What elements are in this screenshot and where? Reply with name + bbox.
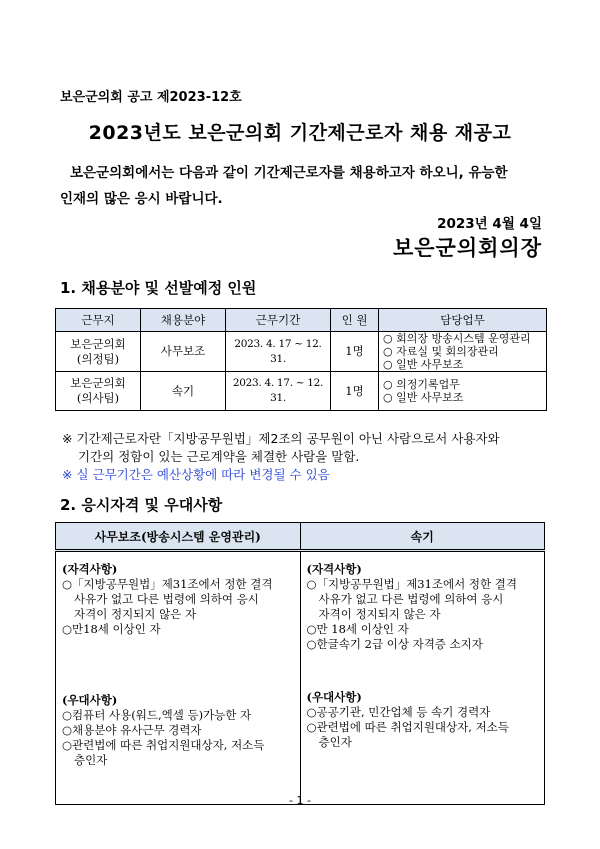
intro-line-2: 인재의 많은 응시 바랍니다.: [60, 191, 223, 207]
qualification-item: ○만18세 이상인 자: [62, 622, 161, 636]
preference-item: ○컴퓨터 사용(워드,엑셀 등)가능한 자: [62, 708, 252, 722]
duty-item: ○ 자료실 및 회의장관리: [383, 345, 499, 358]
table-row: [56, 551, 545, 805]
qualification-item: ○「지방공무원법」제31조에서 정한 결격: [62, 577, 273, 591]
notice-date: 2023년 4월 4일: [437, 216, 542, 232]
cell-period: 2023. 4. 17. ~ 12. 31.: [226, 372, 331, 411]
header-field: 채용분야: [141, 309, 226, 332]
note-line: ※ 기간제근로자란「지방공무원법」제2조의 공무원이 아닌 사람으로서 사용자와: [62, 431, 500, 446]
place-team: (의사팀): [76, 391, 120, 405]
qualification-item-cont: 사유가 없고 다른 법령에 의하여 응시: [318, 592, 504, 606]
qualification-item-cont: 자격이 정지되지 않은 자: [74, 607, 197, 621]
qualification-item: ○만 18세 이상인 자: [306, 622, 409, 636]
duty-item: ○ 회의장 방송시스템 운영관리: [383, 332, 531, 345]
table-row: [56, 332, 547, 372]
duty-item: ○ 일반 사무보조: [383, 391, 464, 404]
notice-number: 보은군의회 공고 제2023-12호: [60, 90, 242, 105]
qualification-item: ○한글속기 2급 이상 자격증 소지자: [306, 637, 483, 651]
cell-count: 1명: [331, 332, 379, 372]
qualification-item: ○「지방공무원법」제31조에서 정한 결격: [306, 577, 518, 591]
table-header-row: [56, 523, 545, 551]
preference-item-cont: 층인자: [318, 735, 352, 749]
page-title: 2023년도 보은군의회 기간제근로자 채용 재공고: [88, 122, 512, 144]
cell-place: [56, 372, 141, 411]
preference-item: ○관련법에 따른 취업지원대상자, 저소득: [306, 720, 509, 734]
cell-place: [56, 332, 141, 372]
section-1-heading: 1. 채용분야 및 선발예정 인원: [60, 279, 257, 297]
qualification-title: (자격사항): [62, 562, 118, 576]
issuer: 보은군의회의장: [392, 236, 542, 260]
header-office-assistant: 사무보조(방송시스템 운영관리): [56, 523, 301, 551]
recruitment-table: [55, 308, 547, 411]
cell-duties: [379, 332, 547, 372]
cell-duties: [379, 372, 547, 411]
section-2-heading: 2. 응시자격 및 우대사항: [60, 496, 223, 514]
cell-period: 2023. 4. 17 ~ 12. 31.: [226, 332, 331, 372]
stenography-requirements: [300, 551, 545, 805]
note-line: 기간의 정함이 있는 근로계약을 체결한 사람을 말함.: [78, 449, 360, 464]
preference-item: ○관련법에 따른 취업지원대상자, 저소득: [62, 738, 265, 752]
note-period: ※ 실 근무기간은 예산상황에 따라 변경될 수 있음: [62, 467, 330, 482]
place-name: 보은군의회: [70, 376, 126, 390]
header-place: 근무지: [56, 309, 141, 332]
preference-title: (우대사항): [306, 690, 362, 704]
table-row: [56, 372, 547, 411]
preference-item: ○공공기관, 민간업체 등 속기 경력자: [306, 705, 491, 719]
duty-item: ○ 의정기록업무: [383, 378, 460, 391]
header-stenography: 속기: [300, 523, 545, 551]
table-header-row: [56, 309, 547, 332]
place-team: (의정팀): [76, 351, 120, 366]
qualification-item-cont: 사유가 없고 다른 법령에 의하여 응시: [74, 592, 259, 606]
duty-item: ○ 일반 사무보조: [383, 358, 464, 371]
header-count: 인 원: [331, 309, 379, 332]
page-number: - 1 -: [289, 794, 311, 807]
cell-count: 1명: [331, 372, 379, 411]
note-definition: [62, 430, 562, 466]
qualification-title: (자격사항): [306, 562, 362, 576]
header-period: 근무기간: [226, 309, 331, 332]
qualification-item-cont: 자격이 정지되지 않은 자: [318, 607, 441, 621]
preference-item-cont: 층인자: [74, 753, 108, 767]
qualification-table: [55, 522, 545, 805]
cell-field: 사무보조: [141, 332, 226, 372]
preference-item: ○채용분야 유사근무 경력자: [62, 723, 202, 737]
place-name: 보은군의회: [70, 336, 126, 351]
cell-field: 속기: [141, 372, 226, 411]
office-assistant-requirements: [56, 551, 301, 805]
preference-title: (우대사항): [62, 693, 118, 707]
intro-paragraph: [60, 160, 550, 212]
intro-line-1: 보은군의회에서는 다음과 같이 기간제근로자를 채용하고자 하오니, 유능한: [70, 165, 508, 181]
header-duties: 담당업무: [379, 309, 547, 332]
